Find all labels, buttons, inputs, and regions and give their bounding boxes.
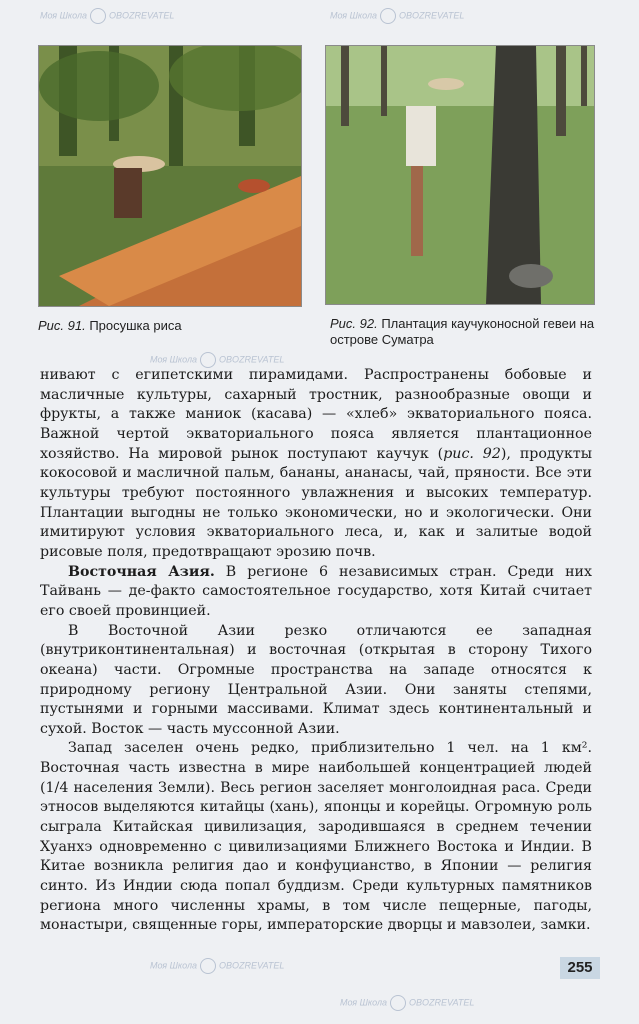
page-number: 255 — [560, 957, 600, 979]
watermark: Моя Школа OBOZREVATEL — [40, 8, 174, 24]
watermark: Моя Школа OBOZREVATEL — [150, 958, 284, 974]
paragraph: нивают с египетскими пирамидами. Распространены бобовые и масличные культуры, сахарный тростник, разнообразные овощи и фрукты, а также маниок (касава) — «хлеб» экваториального пояса. Важной чертой экваториального пояса является плантационное хозяйство. На мировой рынок поступают каучук (рис. 92), продукты кокосовой и масличной пальм, бананы, ананасы, чай, пряности. Все эти культуры требуют постоянного увлажнения и высоких температур. Плантации выгодны не только экономически, но и экологически. Они имитируют условия экваториального леса, и, как и залитые водой рисовые поля, предотвращают эрозию почв. — [40, 367, 592, 560]
paragraph: В Восточной Азии резко отличаются ее западная (внутриконтинентальная) и восточная (открытая в сторону Тихого океана) части. Огромные пространства на западе относятся к природному региону Центральной Азии. Они заняты степями, пустынями и горными массивами. Климат здесь континентальный и сухой. Восток — часть муссонной Азии. — [40, 622, 592, 737]
rubber-plantation-photo — [325, 45, 595, 305]
watermark: Моя Школа OBOZREVATEL — [150, 352, 284, 368]
figure-reference: рис. 92 — [443, 445, 501, 462]
rice-drying-photo — [38, 45, 302, 307]
section-heading: Восточная Азия. — [68, 563, 215, 580]
watermark-logo-icon — [90, 8, 106, 24]
watermark: Моя Школа OBOZREVATEL — [330, 8, 464, 24]
watermark-logo-icon — [380, 8, 396, 24]
figure-number: Рис. 92. — [330, 316, 378, 331]
figure-91-caption — [38, 318, 308, 334]
figure-caption-text: Просушка риса — [89, 318, 182, 333]
watermark: Моя Школа OBOZREVATEL — [340, 995, 474, 1011]
body-text — [40, 366, 592, 936]
figure-caption-text: Плантация каучуконосной гевеи на острове Суматра — [330, 316, 595, 347]
paragraph: Восточная Азия. В регионе 6 независимых стран. Среди них Тайвань — де-факто самостоятельное государство, хотя Китай считает его своей провинцией. — [40, 563, 592, 619]
paragraph: Запад заселен очень редко, приблизительно 1 чел. на 1 км². Восточная часть известна в мире наибольшей концентрацией людей (1/4 населения Земли). Весь регион заселяет монголоидная раса. Среди этносов выделяются китайцы (хань), японцы и корейцы. Огромную роль сыграла Китайская цивилизация, зародившаяся в среднем течении Хуанхэ одновременно с цивилизациями Ближнего Востока и Индии. В Китае возникла религия дао и конфуцианство, в Японии — религия синто. Из Индии сюда попал буддизм. Среди культурных памятников региона много численны храмы, в том числе пещерные, пагоды, монастыри, священные горы, императорские дворцы и мавзолеи, замки. — [40, 740, 592, 934]
figure-92-caption — [330, 316, 600, 348]
watermark-logo-icon — [390, 995, 406, 1011]
watermark-logo-icon — [200, 958, 216, 974]
figure-number: Рис. 91. — [38, 318, 86, 333]
